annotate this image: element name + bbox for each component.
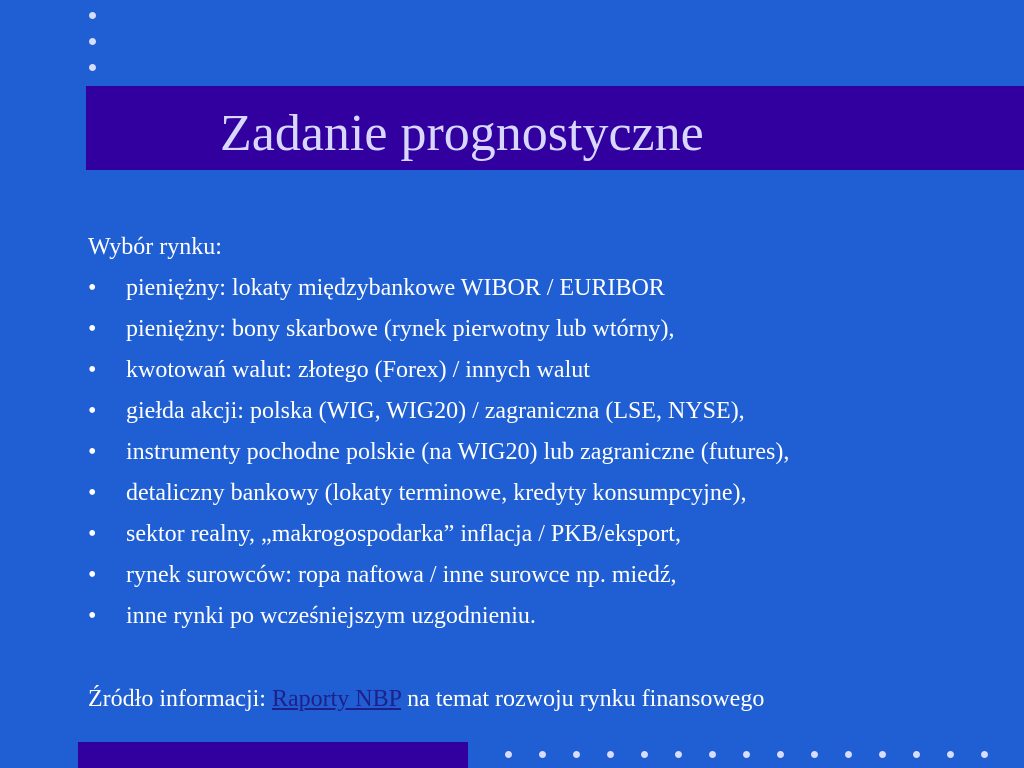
market-list-item-text: inne rynki po wcześniejszym uzgodnieniu. <box>126 603 536 629</box>
raporty-nbp-link[interactable]: Raporty NBP <box>271 686 402 712</box>
intro-label: Wybór rynku: <box>88 234 222 260</box>
bullet-icon: • <box>88 275 97 301</box>
dot-icon <box>777 751 784 758</box>
dot-icon <box>913 751 920 758</box>
dot-icon <box>709 751 716 758</box>
source-prefix: Źródło informacji: <box>88 686 272 712</box>
dot-icon <box>89 12 96 19</box>
market-list-item <box>88 434 988 475</box>
bullet-icon: • <box>88 316 97 342</box>
market-list-item <box>88 393 988 434</box>
market-list-item-text: detaliczny bankowy (lokaty terminowe, kredyty konsumpcyjne), <box>126 480 747 506</box>
bullet-icon: • <box>88 562 97 588</box>
bullet-icon: • <box>88 480 97 506</box>
top-left-dot-column <box>89 12 99 82</box>
bullet-icon: • <box>88 439 97 465</box>
market-list-item <box>88 516 988 557</box>
market-list-item-text: sektor realny, „makrogospodarka” inflacja / PKB/eksport, <box>126 521 681 547</box>
dot-icon <box>947 751 954 758</box>
bullet-icon: • <box>88 521 97 547</box>
market-list-item-text: instrumenty pochodne polskie (na WIG20) lub zagraniczne (futures), <box>126 439 790 465</box>
dot-icon <box>879 751 886 758</box>
market-list-item <box>88 475 988 516</box>
market-list-item-text: giełda akcji: polska (WIG, WIG20) / zagraniczna (LSE, NYSE), <box>126 398 745 424</box>
market-list-item <box>88 270 988 311</box>
dot-icon <box>675 751 682 758</box>
dot-icon <box>743 751 750 758</box>
source-line <box>88 681 764 717</box>
market-list-item-text: pieniężny: bony skarbowe (rynek pierwotny lub wtórny), <box>126 316 675 342</box>
market-list-item <box>88 598 988 639</box>
dot-icon <box>641 751 648 758</box>
bottom-dot-row <box>505 751 1005 761</box>
bottom-band <box>78 742 468 768</box>
market-list-item-text: kwotowań walut: złotego (Forex) / innych walut <box>126 357 590 383</box>
market-list-item <box>88 352 988 393</box>
dot-icon <box>981 751 988 758</box>
bullet-icon: • <box>88 357 97 383</box>
bullet-icon: • <box>88 398 97 424</box>
dot-icon <box>607 751 614 758</box>
dot-icon <box>89 64 96 71</box>
slide-content <box>88 229 988 639</box>
dot-icon <box>505 751 512 758</box>
bullet-icon: • <box>88 603 97 629</box>
dot-icon <box>811 751 818 758</box>
dot-icon <box>539 751 546 758</box>
market-list <box>88 270 988 639</box>
market-list-item-text: rynek surowców: ropa naftowa / inne surowce np. miedź, <box>126 562 677 588</box>
market-list-item <box>88 557 988 598</box>
source-suffix: na temat rozwoju rynku finansowego <box>401 686 765 712</box>
market-list-item-text: pieniężny: lokaty międzybankowe WIBOR / EURIBOR <box>126 275 665 301</box>
dot-icon <box>573 751 580 758</box>
market-list-item <box>88 311 988 352</box>
slide-title: Zadanie prognostyczne <box>220 105 704 162</box>
dot-icon <box>89 38 96 45</box>
dot-icon <box>845 751 852 758</box>
